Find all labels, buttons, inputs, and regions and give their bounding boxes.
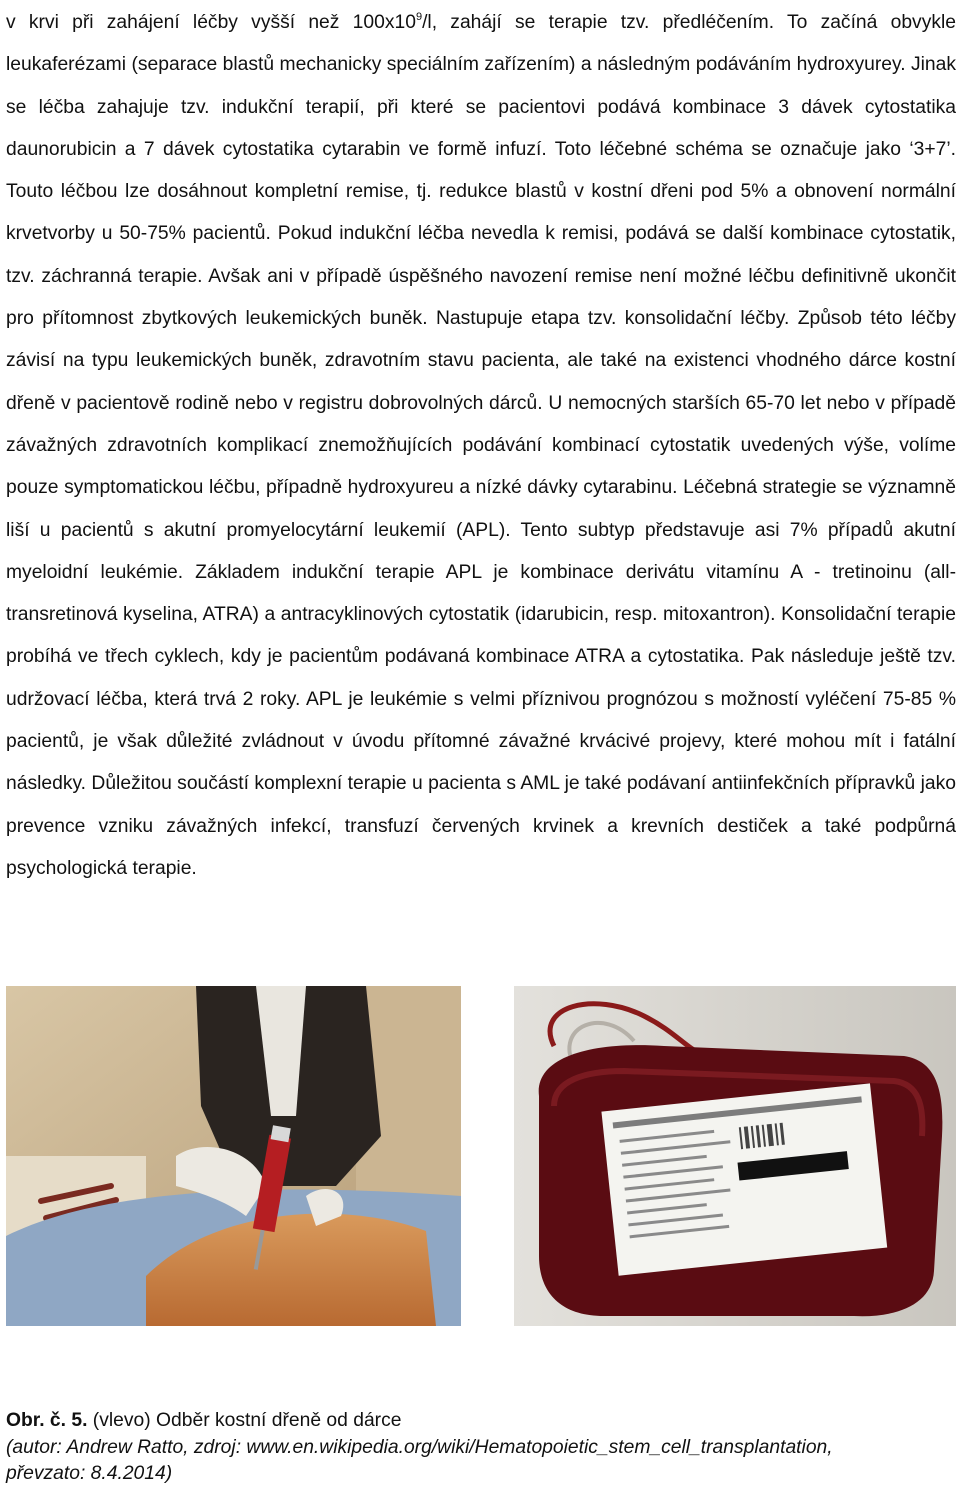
caption-label: Obr. č. 5. — [6, 1410, 88, 1431]
figure-caption — [6, 1408, 956, 1488]
bone-marrow-harvest-photo — [6, 986, 461, 1326]
body-paragraph — [6, 0, 956, 890]
caption-source: (autor: Andrew Ratto, zdroj: www.en.wikipedia.org/wiki/Hematopoietic_stem_cell_transplantation, — [6, 1436, 833, 1458]
para-rest: /l, zahájí se terapie tzv. předléčením. To začíná obvykle leukaferézami (separace blastů mechanicky speciálním zařízením) a následným podáváním hydroxyurey. Jinak se léčba zahajuje tzv. indukční terapií, při které se pacientovi podává kombinace 3 dávek cytostatika daunorubicin a 7 dávek cytostatika cytarabin ve formě infuzí. Toto léčebné schéma se označuje jako ‘3+7’. Touto léčbou lze dosáhnout kompletní remise, tj. redukce blastů v kostní dřeni pod 5% a obnovení normální krvetvorby u 50-75% pacientů. Pokud indukční léčba nevedla k remisi, podává se další kombinace cytostatik, tzv. záchranná terapie. Avšak ani v případě úspěšného navození remise není možné léčbu definitivně ukončit pro přítomnost zbytkových leukemických buněk. Nastupuje etapa tzv. konsolidační léčby. Způsob této léčby závisí na typu leukemických buněk, zdravotním stavu pacienta, ale také na existenci vhodného dárce kostní dřeně v pacientově rodině nebo v registru dobrovolných dárců. U nemocných starších 65-70 let nebo v případě závažných zdravotních komplikací znemožňujících podávání kombinací cytostatik uvedených výše, volíme pouze symptomatickou léčbu, případně hydroxyureu a nízké dávky cytarabinu. Léčebná strategie se významně liší u pacientů s akutní promyelocytární leukemií (APL). Tento subtyp představuje asi 7% případů akutní myeloidní leukémie. Základem indukční terapie APL je kombinace derivátu vitamínu A - tretinoinu (all-transretinová kyselina, ATRA) a antracyklinových cytostatik (idarubicin, resp. mitoxantron). Konsolidační terapie probíhá ve třech cyklech, kdy je pacientům podávaná kombinace ATRA a cytostatika. Pak následuje ještě tzv. udržovací léčba, která trvá 2 roky. APL je leukémie s velmi příznivou prognózou s možností vyléčení 75-85 % pacientů, je však důležité zvládnout v úvodu přítomné závažné krvácivé projevy, které mohou mít i fatální následky. Důležitou součástí komplexní terapie u pacienta s AML je také podávaní antiinfekčních přípravků jako prevence vzniku závažných infekcí, transfuzí červených krvinek a krevních destiček a také podpůrná psychologická terapie. — [6, 12, 956, 879]
exponent: 9 — [415, 11, 423, 23]
caption-date: převzato: 8.4.2014) — [6, 1463, 173, 1484]
caption-source-line — [6, 1435, 956, 1462]
para-start: v krvi při zahájení léčby vyšší než 100x10 — [6, 12, 416, 33]
caption-title-line — [6, 1408, 956, 1435]
figure-row — [6, 986, 956, 1326]
bone-marrow-bag-photo — [514, 986, 956, 1326]
caption-date-line — [6, 1461, 956, 1488]
caption-text: (vlevo) Odběr kostní dřeně od dárce — [87, 1410, 402, 1431]
document-page — [6, 0, 956, 890]
